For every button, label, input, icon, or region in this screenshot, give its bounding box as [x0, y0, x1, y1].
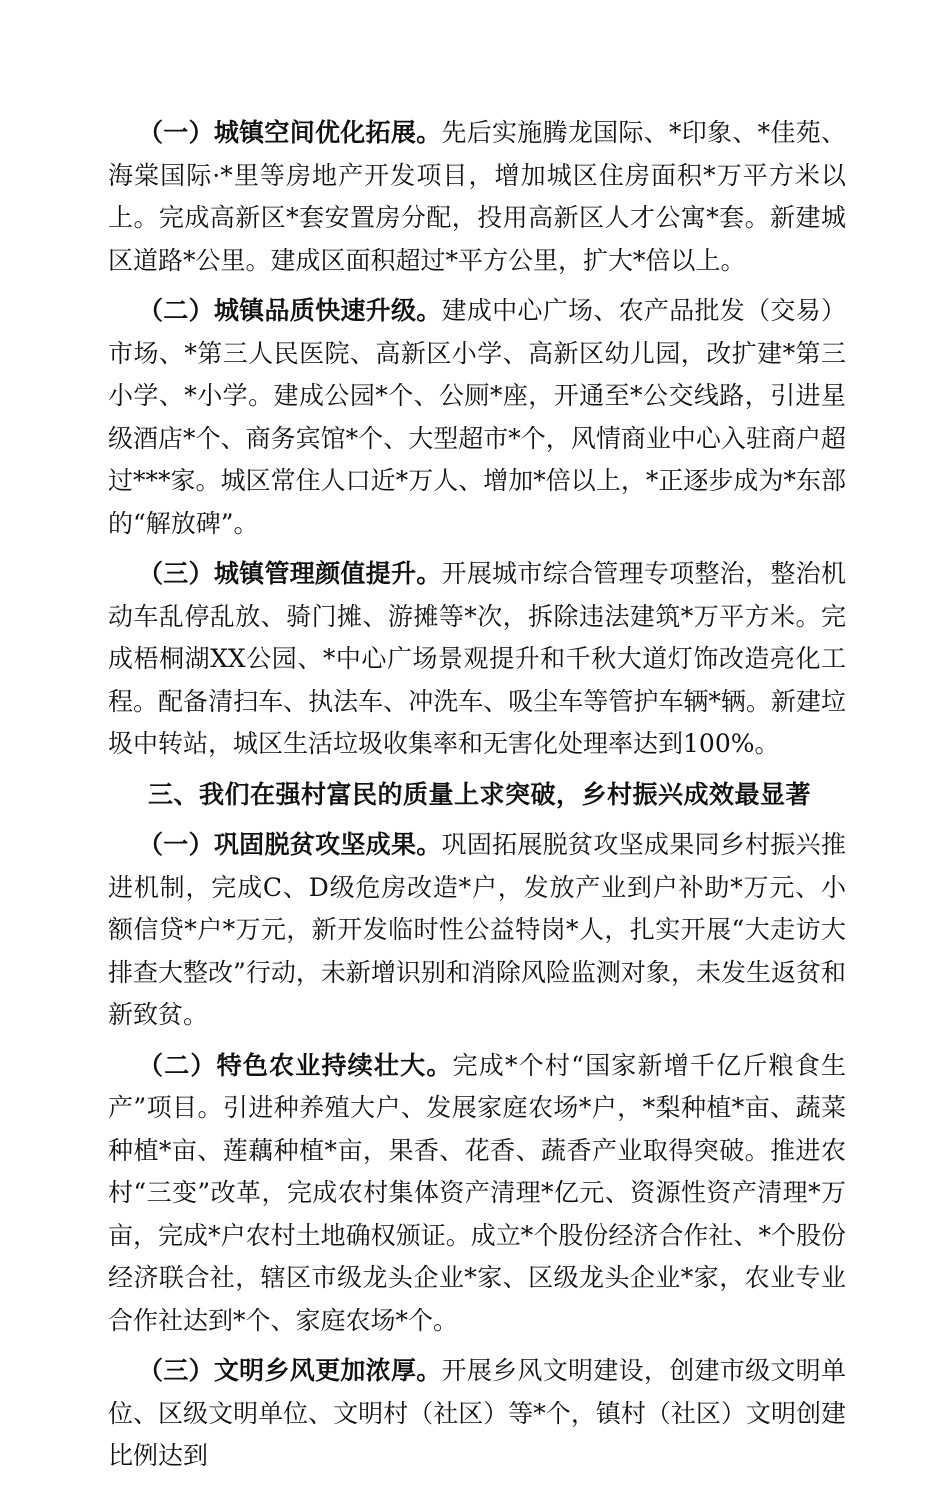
paragraph-poverty-results — [108, 824, 846, 1037]
paragraph-urban-quality — [108, 290, 846, 545]
paragraph-heading: （一）巩固脱贫攻坚成果。 — [138, 830, 442, 859]
paragraph-heading: （三）城镇管理颜值提升。 — [138, 559, 442, 588]
paragraph-body: 开展乡风文明建设，创建市级文明单位、区级文明单位、文明村（社区）等*个，镇村（社区）文明创建比例达到 — [108, 1356, 846, 1470]
paragraph-body: 完成*个村“国家新增千亿斤粮食生产”项目。引进种养殖大户、发展家庭农场*户，*梨种植*亩、蔬菜种植*亩、莲藕种植*亩，果香、花香、蔬香产业取得突破。推进农村“三变”改革，完成农村集体资产清理*亿元、资源性资产清理*万亩，完成*户农村土地确权颁证。成立*个股份经济合作社、*个股份经济联合社，辖区市级龙头企业*家、区级龙头企业*家，农业专业合作社达到*个、家庭农场*个。 — [108, 1050, 846, 1335]
paragraph-urban-space — [108, 112, 846, 282]
paragraph-body: 巩固拓展脱贫攻坚成果同乡村振兴推进机制，完成C、D级危房改造*户，发放产业到户补助*万元、小额信贷*户*万元，新开发临时性公益特岗*人，扎实开展“大走访大排查大整改”行动，未新增识别和消除风险监测对象，未发生返贫和新致贫。 — [108, 830, 846, 1029]
paragraph-heading: （二）城镇品质快速升级。 — [138, 296, 442, 325]
paragraph-body: 开展城市综合管理专项整治，整治机动车乱停乱放、骑门摊、游摊等*次，拆除违法建筑*万平方米。完成梧桐湖XX公园、*中心广场景观提升和千秋大道灯饰改造亮化工程。配备清扫车、执法车、冲洗车、吸尘车等管护车辆*辆。新建垃圾中转站，城区生活垃圾收集率和无害化处理率达到100%。 — [108, 559, 846, 758]
section-heading-rural: 三、我们在强村富民的质量上求突破，乡村振兴成效最显著 — [148, 779, 812, 809]
paragraph-body: 建成中心广场、农产品批发（交易）市场、*第三人民医院、高新区小学、高新区幼儿园，改扩建*第三小学、*小学。建成公园*个、公厕*座，开通至*公交线路，引进星级酒店*个、商务宾馆*个、大型超市*个，风情商业中心入驻商户超过***家。城区常住人口近*万人、增加*倍以上，*正逐步成为*东部的“解放碑”。 — [108, 296, 846, 538]
paragraph-heading: （二）特色农业持续壮大。 — [138, 1050, 453, 1080]
paragraph-heading: （一）城镇空间优化拓展。 — [138, 118, 442, 147]
paragraph-urban-management — [108, 553, 846, 766]
paragraph-agriculture — [108, 1045, 846, 1343]
paragraph-civilization — [108, 1350, 846, 1478]
document-page — [108, 112, 846, 1486]
paragraph-body: 先后实施腾龙国际、*印象、*佳苑、海棠国际·*里等房地产开发项目，增加城区住房面积*万平方米以上。完成高新区*套安置房分配，投用高新区人才公寓*套。新建城区道路*公里。建成区面积超过*平方公里，扩大*倍以上。 — [108, 118, 846, 275]
paragraph-heading: （三）文明乡风更加浓厚。 — [138, 1356, 442, 1385]
